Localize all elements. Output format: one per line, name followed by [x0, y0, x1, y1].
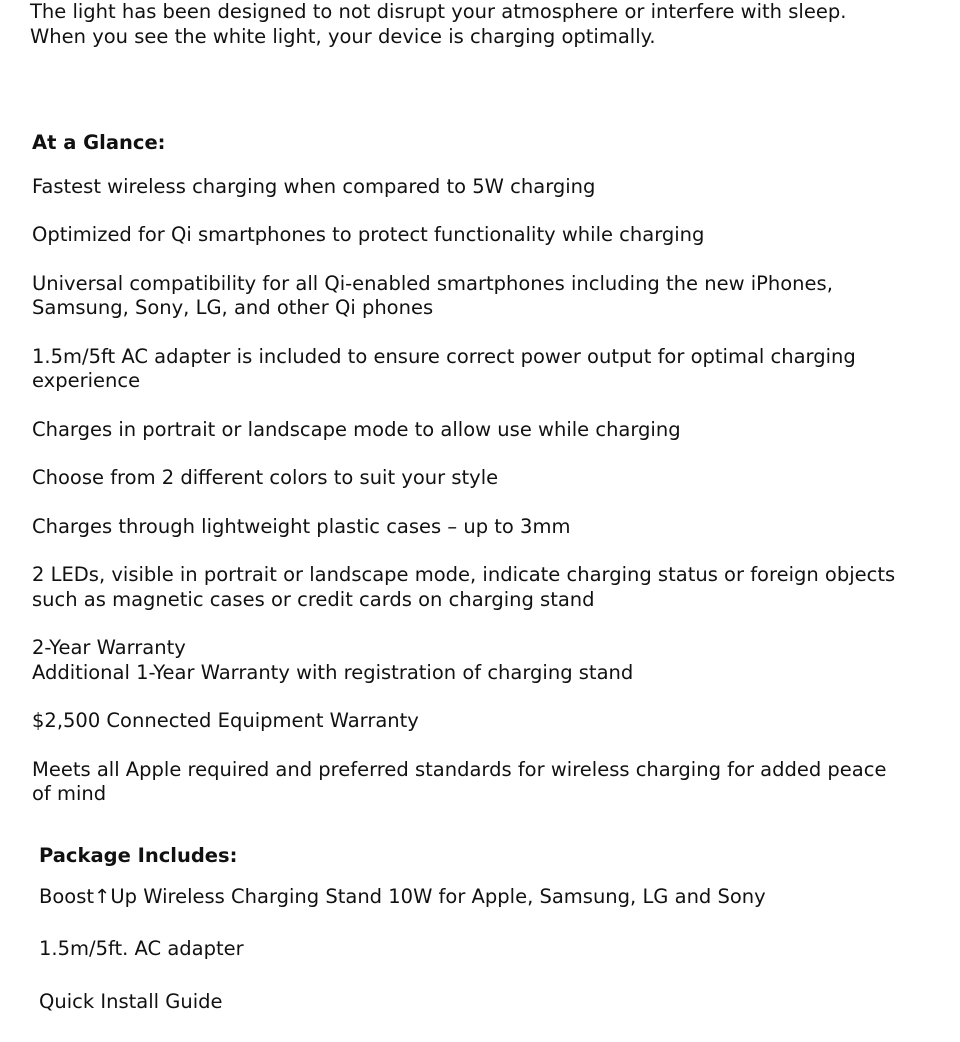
feature-item [32, 175, 952, 200]
feature-text: of mind [32, 782, 107, 805]
feature-item [32, 636, 952, 685]
feature-text: such as magnetic cases or credit cards on charging stand [32, 587, 595, 611]
package-includes-heading: Package Includes: [39, 844, 238, 867]
intro-line: When you see the white light, your device is charging optimally. [30, 24, 656, 48]
feature-text: Meets all Apple required and preferred standards for wireless charging for added peace [32, 757, 887, 781]
feature-item [32, 709, 952, 734]
feature-text: Choose from 2 different colors to suit your style [32, 466, 499, 489]
feature-text: Charges through lightweight plastic cases – up to 3mm [32, 514, 571, 538]
at-a-glance-heading: At a Glance: [32, 131, 166, 154]
feature-item [32, 466, 952, 491]
package-includes-section [39, 844, 959, 1042]
feature-item [32, 563, 952, 612]
feature-item [32, 418, 952, 443]
feature-text: experience [32, 369, 141, 392]
feature-item [32, 272, 952, 321]
feature-text: Samsung, Sony, LG, and other Qi phones [32, 296, 434, 319]
intro-paragraph [30, 0, 950, 49]
at-a-glance-section [32, 131, 952, 831]
feature-item [32, 345, 952, 394]
feature-text: Additional 1-Year Warranty with registration of charging stand [32, 660, 634, 684]
feature-text: 2-Year Warranty [32, 636, 186, 659]
feature-text: Charges in portrait or landscape mode to allow use while charging [32, 417, 681, 441]
feature-text: Universal compatibility for all Qi-enabled smartphones including the new iPhones, [32, 271, 833, 295]
intro-line: The light has been designed to not disrupt your atmosphere or interfere with sleep. [30, 0, 847, 23]
feature-text: 2 LEDs, visible in portrait or landscape mode, indicate charging status or foreign objects [32, 563, 896, 586]
feature-text: Optimized for Qi smartphones to protect functionality while charging [32, 223, 705, 246]
feature-text: Fastest wireless charging when compared to 5W charging [32, 174, 596, 198]
package-item: Boost↑Up Wireless Charging Stand 10W for Apple, Samsung, LG and Sony [39, 884, 766, 908]
package-item: 1.5m/5ft. AC adapter [39, 937, 244, 960]
feature-item [32, 223, 952, 248]
feature-item [32, 515, 952, 540]
package-list [39, 885, 959, 1015]
feature-item [32, 758, 952, 807]
feature-list [32, 175, 952, 807]
feature-text: $2,500 Connected Equipment Warranty [32, 709, 419, 732]
package-item: Quick Install Guide [39, 989, 223, 1013]
feature-text: 1.5m/5ft AC adapter is included to ensure correct power output for optimal charging [32, 344, 856, 368]
